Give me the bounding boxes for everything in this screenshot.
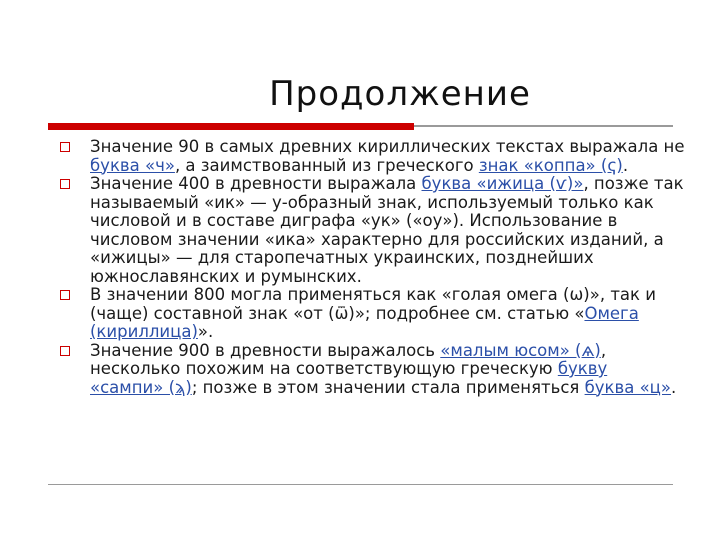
square-bullet-icon xyxy=(60,142,70,152)
item-text xyxy=(90,285,656,341)
item-text xyxy=(90,341,676,397)
text-segment: ; позже в этом значении стала применяться xyxy=(191,377,585,397)
text-segment: , позже так называемый «ик» — у-образный знак, используемый только как числовой и в составе диграфа «ук» («оу»). Использование в числовом значении «ика» характерно для российских изданий, а «ижицы» — для старопечатных украинских, позднейших южнославянских и румынских. xyxy=(90,174,684,286)
text-segment: Значение 90 в самых древних кириллических текстах выражала не xyxy=(90,137,685,156)
slide-title: Продолжение xyxy=(269,74,531,114)
square-bullet-icon xyxy=(60,179,70,189)
text-segment: ». xyxy=(197,322,214,341)
item-text xyxy=(90,137,685,175)
text-segment: В значении 800 могла применяться как «голая омега (ѡ)», так и (чаще) составной знак «от (ѿ)»; подробнее см. статью « xyxy=(90,285,656,323)
link-sampi[interactable]: букву «сампи» (ϡ) xyxy=(90,359,608,397)
link-small-yus[interactable]: «малым юсом» (ѧ) xyxy=(440,340,601,360)
link-koppa[interactable]: знак «коппа» (ҁ) xyxy=(478,155,623,175)
text-segment: Значение 400 в древности выражала xyxy=(90,174,422,193)
text-segment: , а заимствованный из греческого xyxy=(174,155,479,175)
link-letter-che[interactable]: буква «ч» xyxy=(90,155,175,175)
list-item xyxy=(60,138,685,175)
link-letter-tse[interactable]: буква «ц» xyxy=(584,377,672,397)
bottom-divider xyxy=(48,484,673,485)
list-item xyxy=(60,286,685,342)
square-bullet-icon xyxy=(60,290,70,300)
item-text xyxy=(90,174,684,286)
link-omega[interactable]: Омега (кириллица) xyxy=(90,303,639,341)
list-item xyxy=(60,175,685,286)
text-segment: . xyxy=(671,377,677,397)
bullet-list xyxy=(60,138,685,397)
list-item xyxy=(60,342,685,398)
text-segment: Значение 900 в древности выражалось xyxy=(90,340,441,360)
text-segment: , несколько похожим на соответствующую греческую xyxy=(90,340,607,378)
text-segment: . xyxy=(622,155,629,175)
title-accent-bar xyxy=(48,123,414,130)
square-bullet-icon xyxy=(60,346,70,356)
link-izhitsa[interactable]: буква «ижица (ѵ)» xyxy=(421,174,584,193)
